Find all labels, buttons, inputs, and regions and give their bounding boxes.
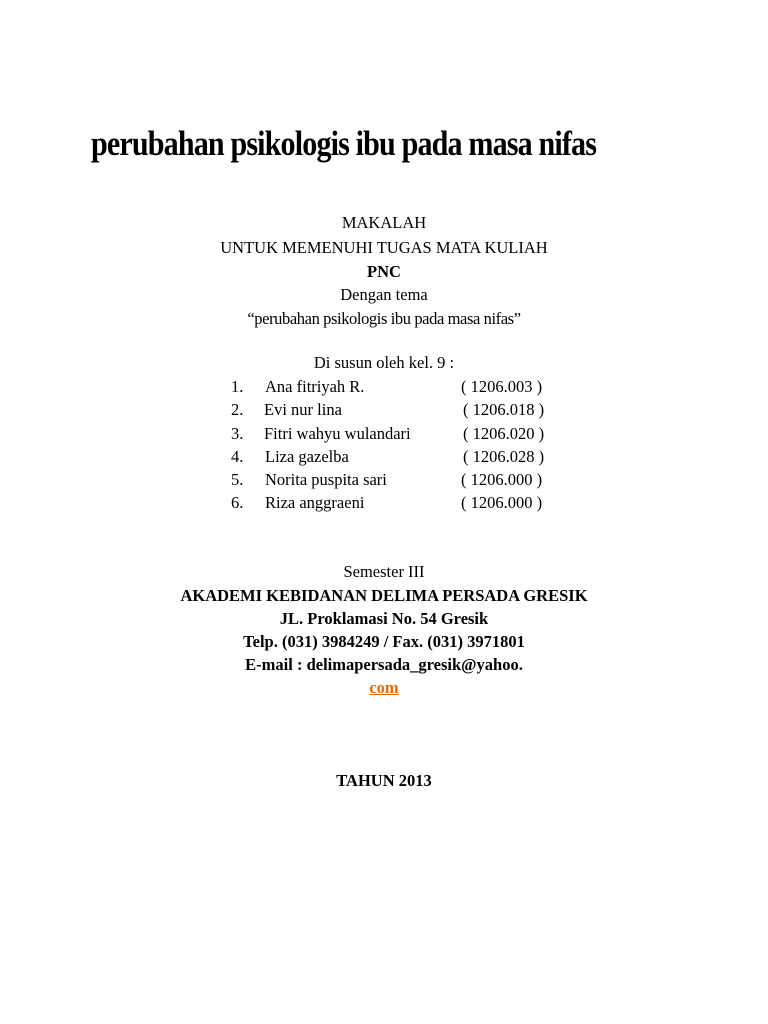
member-row xyxy=(0,493,768,515)
theme-text: “perubahan psikologis ibu pada masa nifas” xyxy=(247,309,521,328)
member-number: 3. xyxy=(231,424,244,443)
course-name: PNC xyxy=(367,262,401,281)
member-student-id: ( 1206.000 ) xyxy=(461,493,543,512)
member-student-id: ( 1206.028 ) xyxy=(463,447,545,466)
document-type: MAKALAH xyxy=(341,213,427,232)
member-name: Liza gazelba xyxy=(265,447,349,466)
compiled-by: Di susun oleh kel. 9 : xyxy=(313,353,455,372)
member-number: 2. xyxy=(231,400,244,419)
member-number: 5. xyxy=(231,470,244,489)
member-number: 1. xyxy=(231,377,244,396)
member-student-id: ( 1206.003 ) xyxy=(461,377,543,396)
member-number: 4. xyxy=(231,447,244,466)
institution-address: JL. Proklamasi No. 54 Gresik xyxy=(279,609,489,628)
email-link[interactable]: com xyxy=(369,678,399,697)
member-name: Fitri wahyu wulandari xyxy=(264,424,411,443)
member-row xyxy=(0,470,768,492)
member-row xyxy=(0,377,768,399)
theme-label: Dengan tema xyxy=(340,285,428,304)
member-name: Riza anggraeni xyxy=(265,493,365,512)
institution-phone: Telp. (031) 3984249 / Fax. (031) 3971801 xyxy=(243,632,525,651)
member-row xyxy=(0,447,768,469)
member-student-id: ( 1206.018 ) xyxy=(463,400,545,419)
member-name: Norita puspita sari xyxy=(265,470,387,489)
member-student-id: ( 1206.000 ) xyxy=(461,470,543,489)
institution-name: AKADEMI KEBIDANAN DELIMA PERSADA GRESIK xyxy=(180,586,588,605)
member-row xyxy=(0,400,768,422)
member-number: 6. xyxy=(231,493,244,512)
institution-email: E-mail : delimapersada_gresik@yahoo. xyxy=(245,655,523,674)
purpose-line: UNTUK MEMENUHI TUGAS MATA KULIAH xyxy=(220,238,548,257)
document-title: perubahan psikologis ibu pada masa nifas xyxy=(91,124,597,163)
member-student-id: ( 1206.020 ) xyxy=(463,424,545,443)
member-name: Evi nur lina xyxy=(264,400,342,419)
year: TAHUN 2013 xyxy=(336,771,432,790)
member-name: Ana fitriyah R. xyxy=(265,377,365,396)
email-suffix-line xyxy=(0,678,768,698)
member-row xyxy=(0,424,768,446)
semester: Semester III xyxy=(343,562,425,581)
